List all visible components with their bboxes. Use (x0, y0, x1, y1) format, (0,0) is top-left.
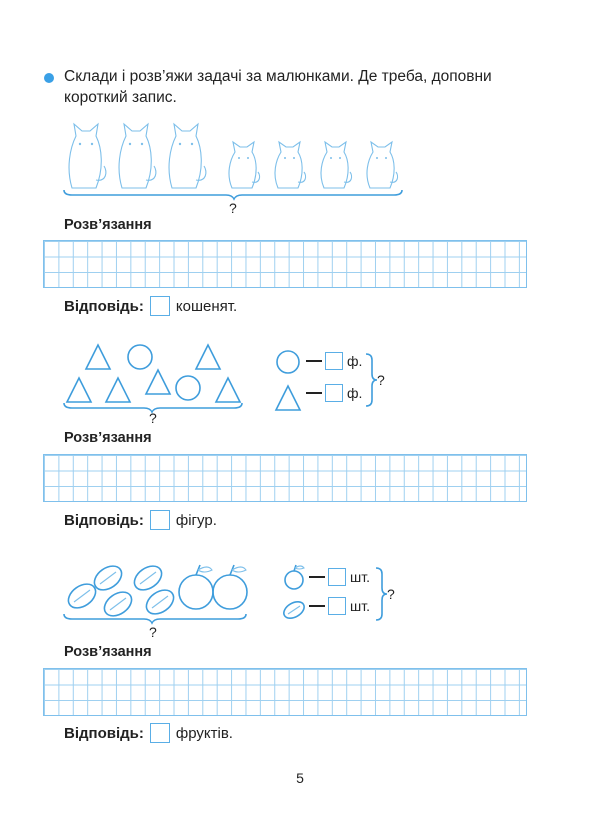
solution-grid[interactable] (43, 240, 527, 288)
solution-label: Розв’язання (64, 644, 152, 660)
right-brace-icon (364, 352, 378, 408)
dash (309, 576, 325, 578)
note-unit: шт. (350, 598, 370, 614)
short-note-row (309, 597, 370, 615)
answer-label: Відповідь: (64, 511, 144, 529)
solution-label: Розв’язання (64, 430, 152, 446)
task-instruction: Склади і розв’яжи задачі за малюнками. Де треба, доповни короткий запис. (64, 68, 492, 106)
small-cat-icon (229, 142, 260, 188)
short-note-row (306, 352, 362, 370)
big-cat-icon (169, 124, 206, 188)
note-box[interactable] (325, 384, 343, 402)
answer-line (64, 296, 237, 316)
small-cat-icon (321, 142, 352, 188)
underbrace (64, 614, 246, 623)
solution-grid[interactable] (43, 454, 527, 502)
dash (309, 605, 325, 607)
underbrace (64, 190, 402, 199)
note-unit: ф. (347, 385, 363, 401)
big-cat-icon (69, 124, 106, 188)
answer-line (64, 723, 233, 743)
fruits-illustration (60, 556, 250, 628)
triangle-icon (67, 378, 91, 402)
question-mark: ? (377, 372, 385, 388)
answer-unit: фруктів. (175, 724, 233, 742)
short-note-row (309, 568, 370, 586)
note-unit: ф. (347, 353, 363, 369)
answer-line (64, 510, 217, 530)
plum-icon (281, 598, 307, 621)
triangle-icon (106, 378, 130, 402)
right-brace-icon (374, 566, 388, 622)
circle-icon (176, 376, 200, 400)
question-mark: ? (229, 200, 237, 216)
triangle-icon (86, 345, 110, 369)
small-cat-icon (275, 142, 306, 188)
note-unit: шт. (350, 569, 370, 585)
plum-icon (100, 587, 136, 621)
note-box[interactable] (328, 597, 346, 615)
question-mark: ? (387, 586, 395, 602)
peach-icon (213, 565, 247, 609)
answer-unit: фігур. (175, 511, 217, 529)
bullet-icon (44, 73, 54, 83)
triangle-icon (146, 370, 170, 394)
circle-icon (277, 351, 299, 373)
peach-icon (179, 565, 213, 609)
triangle-icon (276, 386, 300, 410)
page-number: 5 (296, 770, 304, 786)
short-note-icons (282, 560, 310, 624)
triangle-icon (216, 378, 240, 402)
short-note-row (306, 384, 362, 402)
answer-box[interactable] (150, 510, 170, 530)
question-mark: ? (149, 624, 157, 640)
kittens-illustration (60, 118, 410, 203)
peach-icon (285, 565, 304, 589)
triangle-icon (196, 345, 220, 369)
short-note-icons (275, 348, 305, 413)
answer-box[interactable] (150, 723, 170, 743)
solution-label: Розв’язання (64, 217, 152, 233)
question-mark: ? (149, 410, 157, 426)
big-cat-icon (119, 124, 156, 188)
note-box[interactable] (328, 568, 346, 586)
plum-icon (142, 585, 178, 619)
small-cat-icon (367, 142, 398, 188)
plum-icon (130, 561, 166, 595)
dash (306, 392, 322, 394)
circle-icon (128, 345, 152, 369)
note-box[interactable] (325, 352, 343, 370)
answer-unit: кошенят. (175, 297, 238, 315)
answer-box[interactable] (150, 296, 170, 316)
dash (306, 360, 322, 362)
answer-label: Відповідь: (64, 724, 144, 742)
shapes-illustration (60, 342, 250, 414)
solution-grid[interactable] (43, 668, 527, 716)
answer-label: Відповідь: (64, 297, 144, 315)
